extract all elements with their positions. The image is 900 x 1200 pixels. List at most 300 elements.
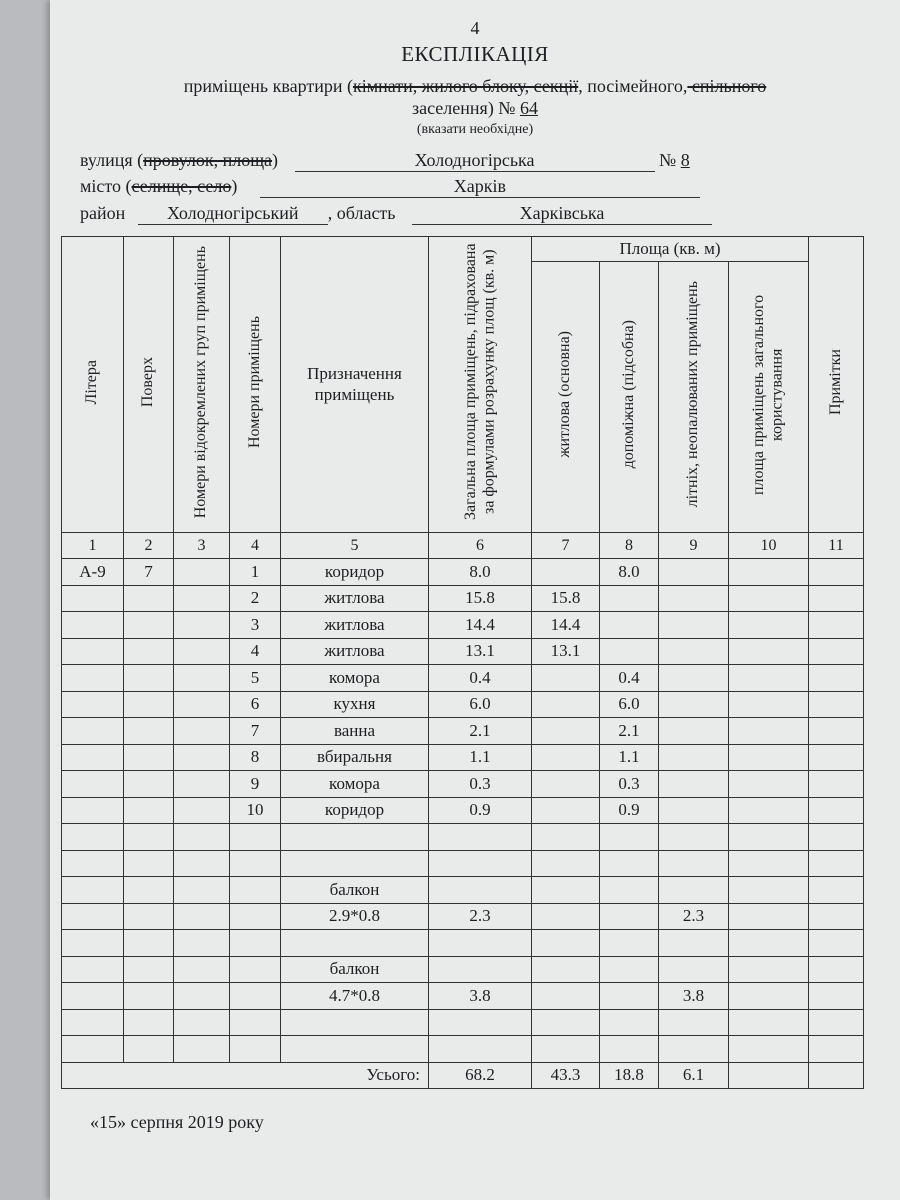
cell-total-area: 2.3 [429,903,532,930]
district-value: Холодногірський [138,203,328,225]
cell-floor [124,983,174,1010]
cell-notes [809,612,864,639]
cell-purpose: 4.7*0.8 [281,983,429,1010]
total-common [729,1062,809,1089]
cell-living-area [532,877,600,904]
cell-litera [62,744,124,771]
region-value: Харківська [412,203,712,225]
header-text: Примітки [826,348,844,415]
table-row [62,850,864,877]
col-header-total-area [429,237,532,533]
cell-notes [809,718,864,745]
cell-common-area [729,718,809,745]
table-row [62,877,864,904]
cell-common-area [729,638,809,665]
cell-common-area [729,585,809,612]
col-header-notes [809,237,864,533]
cell-auxiliary-area: 8.0 [600,559,659,586]
cell-living-area [532,744,600,771]
cell-total-area: 15.8 [429,585,532,612]
cell-notes [809,585,864,612]
house-number: 8 [680,150,690,170]
column-number-row [62,533,864,559]
cell-purpose [281,930,429,957]
cell-living-area [532,665,600,692]
struck-text: кімнати, жилого блоку, секції [352,76,579,96]
column-number: 1 [62,533,124,559]
header-text: Літера [83,359,101,405]
street-line [80,150,690,172]
cell-living-area [532,718,600,745]
subtitle-line-2 [50,98,900,119]
cell-purpose: кухня [281,691,429,718]
cell-group [174,1009,230,1036]
cell-notes [809,691,864,718]
district-label: район [80,203,126,223]
cell-auxiliary-area [600,983,659,1010]
cell-common-area [729,983,809,1010]
cell-group [174,665,230,692]
cell-living-area [532,983,600,1010]
table-row [62,718,864,745]
cell-common-area [729,903,809,930]
cell-litera [62,930,124,957]
header-text: Загальна площа приміщень, підрахована за формулами розрахунку площ (кв. м) [461,243,497,521]
cell-litera [62,824,124,851]
header-text: Номери приміщень [245,315,263,448]
region-label: , область [327,203,396,223]
col-header-summer [659,262,729,533]
cell-auxiliary-area [600,585,659,612]
cell-litera [62,771,124,798]
total-row [62,1062,864,1089]
cell-litera [62,718,124,745]
cell-floor [124,744,174,771]
cell-floor [124,956,174,983]
cell-room-number: 8 [230,744,281,771]
cell-auxiliary-area: 6.0 [600,691,659,718]
header-row [62,237,864,262]
cell-group [174,612,230,639]
cell-group [174,718,230,745]
cell-group [174,559,230,586]
cell-notes [809,930,864,957]
table-row [62,585,864,612]
table-row [62,612,864,639]
cell-living-area [532,903,600,930]
cell-purpose: балкон [281,956,429,983]
column-number: 10 [729,533,809,559]
table-row [62,903,864,930]
street-label: вулиця ( [80,150,144,170]
cell-summer-area [659,930,729,957]
cell-auxiliary-area: 1.1 [600,744,659,771]
cell-purpose [281,1009,429,1036]
cell-room-number [230,824,281,851]
column-number: 9 [659,533,729,559]
cell-floor [124,638,174,665]
cell-living-area [532,797,600,824]
cell-group [174,824,230,851]
cell-floor [124,850,174,877]
cell-room-number: 2 [230,585,281,612]
cell-group [174,638,230,665]
cell-purpose: 2.9*0.8 [281,903,429,930]
cell-total-area: 0.9 [429,797,532,824]
city-value: Харків [260,176,700,198]
page-number: 4 [470,18,480,38]
cell-total-area: 6.0 [429,691,532,718]
cell-notes [809,850,864,877]
cell-common-area [729,1036,809,1063]
column-number: 3 [174,533,230,559]
cell-auxiliary-area: 0.9 [600,797,659,824]
cell-group [174,744,230,771]
header-text: площа приміщень загального користування [750,294,786,495]
cell-purpose: житлова [281,612,429,639]
cell-group [174,850,230,877]
cell-notes [809,1009,864,1036]
column-number: 11 [809,533,864,559]
cell-group [174,983,230,1010]
cell-purpose: коридор [281,797,429,824]
document-date: «15» серпня 2019 року [90,1112,264,1132]
col-header-common [729,262,809,533]
cell-litera [62,797,124,824]
cell-group [174,771,230,798]
cell-total-area [429,1009,532,1036]
cell-summer-area [659,585,729,612]
column-number: 8 [600,533,659,559]
explication-table [61,236,864,1089]
cell-room-number: 9 [230,771,281,798]
cell-common-area [729,824,809,851]
cell-group [174,930,230,957]
cell-litera [62,691,124,718]
house-label: № [659,150,681,170]
cell-summer-area [659,638,729,665]
cell-total-area: 14.4 [429,612,532,639]
cell-litera [62,983,124,1010]
cell-auxiliary-area [600,1036,659,1063]
column-number: 2 [124,533,174,559]
cell-floor [124,930,174,957]
cell-purpose: житлова [281,638,429,665]
street-value: Холодногірська [295,150,655,172]
cell-total-area [429,930,532,957]
cell-purpose [281,1036,429,1063]
cell-summer-area [659,612,729,639]
header-text: допоміжна (підсобна) [619,320,637,469]
cell-litera [62,612,124,639]
cell-common-area [729,612,809,639]
cell-total-area: 8.0 [429,559,532,586]
cell-summer-area [659,718,729,745]
column-number: 5 [281,533,429,559]
cell-total-area: 2.1 [429,718,532,745]
cell-common-area [729,559,809,586]
cell-purpose: балкон [281,877,429,904]
cell-litera: А-9 [62,559,124,586]
subtitle-text: , посімейного, [578,76,688,96]
cell-auxiliary-area [600,612,659,639]
table-row [62,930,864,957]
col-header-litera [62,237,124,533]
cell-summer-area [659,691,729,718]
cell-floor [124,612,174,639]
struck-text: спільного [687,76,767,96]
cell-living-area [532,850,600,877]
cell-living-area [532,1009,600,1036]
total-label: Усього: [62,1062,429,1089]
cell-floor [124,585,174,612]
cell-litera [62,585,124,612]
table-row [62,771,864,798]
cell-notes [809,744,864,771]
cell-room-number [230,903,281,930]
table-row [62,559,864,586]
total-auxiliary: 18.8 [600,1062,659,1089]
cell-total-area [429,1036,532,1063]
city-label: місто ( [80,176,132,196]
cell-common-area [729,930,809,957]
cell-room-number [230,1036,281,1063]
header-text: Поверх [139,356,157,408]
cell-room-number [230,983,281,1010]
cell-litera [62,956,124,983]
cell-room-number [230,877,281,904]
cell-purpose [281,850,429,877]
struck-text: провулок, площа [143,150,273,170]
cell-notes [809,903,864,930]
cell-group [174,585,230,612]
cell-room-number [230,930,281,957]
table-row [62,665,864,692]
document-title: ЕКСПЛІКАЦІЯ [401,42,549,66]
cell-litera [62,665,124,692]
cell-floor [124,771,174,798]
subtitle-text: заселення) № [412,98,520,118]
cell-common-area [729,956,809,983]
cell-notes [809,877,864,904]
col-header-purpose [281,237,429,533]
col-header-living [532,262,600,533]
cell-common-area [729,665,809,692]
cell-floor [124,797,174,824]
cell-notes [809,638,864,665]
cell-living-area: 13.1 [532,638,600,665]
header-text: житлова (основна) [556,331,574,458]
col-header-groups [174,237,230,533]
table-row [62,744,864,771]
cell-floor: 7 [124,559,174,586]
cell-living-area [532,956,600,983]
cell-common-area [729,1009,809,1036]
subtitle-text: приміщень квартири ( [183,76,353,96]
column-number: 4 [230,533,281,559]
cell-summer-area [659,797,729,824]
cell-purpose: коридор [281,559,429,586]
column-number: 6 [429,533,532,559]
cell-auxiliary-area [600,903,659,930]
city-label: ) [231,176,238,196]
cell-floor [124,665,174,692]
cell-room-number [230,956,281,983]
cell-floor [124,903,174,930]
cell-summer-area [659,665,729,692]
cell-summer-area [659,877,729,904]
cell-total-area [429,824,532,851]
col-header-area-group: Площа (кв. м) [532,237,809,262]
cell-auxiliary-area [600,1009,659,1036]
table-row [62,956,864,983]
cell-litera [62,1036,124,1063]
cell-summer-area [659,1009,729,1036]
table-row [62,1009,864,1036]
cell-common-area [729,771,809,798]
cell-notes [809,1036,864,1063]
cell-common-area [729,797,809,824]
cell-total-area [429,956,532,983]
total-living: 43.3 [532,1062,600,1089]
cell-total-area: 0.3 [429,771,532,798]
col-header-auxiliary [600,262,659,533]
cell-living-area [532,691,600,718]
cell-litera [62,903,124,930]
cell-room-number: 5 [230,665,281,692]
cell-auxiliary-area [600,638,659,665]
total-area: 68.2 [429,1062,532,1089]
cell-purpose: ванна [281,718,429,745]
cell-auxiliary-area: 0.3 [600,771,659,798]
cell-total-area: 3.8 [429,983,532,1010]
cell-total-area: 0.4 [429,665,532,692]
cell-purpose [281,824,429,851]
total-summer: 6.1 [659,1062,729,1089]
column-number: 7 [532,533,600,559]
cell-auxiliary-area [600,956,659,983]
subtitle-note: (вказати необхідне) [416,122,534,137]
cell-auxiliary-area: 2.1 [600,718,659,745]
cell-notes [809,983,864,1010]
col-header-floor [124,237,174,533]
cell-purpose: комора [281,771,429,798]
cell-auxiliary-area [600,850,659,877]
cell-notes [809,771,864,798]
cell-living-area [532,1036,600,1063]
cell-room-number: 4 [230,638,281,665]
cell-litera [62,877,124,904]
cell-room-number: 7 [230,718,281,745]
district-line [80,203,712,225]
cell-litera [62,638,124,665]
total-notes [809,1062,864,1089]
cell-summer-area [659,559,729,586]
cell-group [174,877,230,904]
street-label: ) [272,150,279,170]
cell-common-area [729,850,809,877]
header-text: Призначення приміщень [307,364,402,404]
cell-notes [809,797,864,824]
cell-floor [124,877,174,904]
cell-litera [62,850,124,877]
cell-living-area [532,824,600,851]
apartment-number: 64 [519,98,538,118]
cell-litera [62,1009,124,1036]
table-body [62,559,864,1063]
cell-auxiliary-area [600,930,659,957]
table-row [62,824,864,851]
cell-purpose: комора [281,665,429,692]
cell-room-number [230,850,281,877]
cell-purpose: вбиральня [281,744,429,771]
table-row [62,691,864,718]
cell-living-area: 15.8 [532,585,600,612]
cell-summer-area: 2.3 [659,903,729,930]
cell-group [174,903,230,930]
cell-group [174,797,230,824]
struck-text: селище, село [131,176,232,196]
subtitle-line-1 [50,76,900,97]
cell-group [174,956,230,983]
cell-living-area: 14.4 [532,612,600,639]
cell-room-number: 1 [230,559,281,586]
cell-purpose: житлова [281,585,429,612]
cell-summer-area [659,850,729,877]
table-row [62,797,864,824]
cell-room-number: 10 [230,797,281,824]
cell-total-area [429,850,532,877]
cell-group [174,691,230,718]
cell-common-area [729,744,809,771]
table-row [62,638,864,665]
cell-total-area: 13.1 [429,638,532,665]
cell-floor [124,691,174,718]
cell-floor [124,1036,174,1063]
cell-total-area: 1.1 [429,744,532,771]
cell-floor [124,1009,174,1036]
cell-living-area [532,559,600,586]
cell-notes [809,559,864,586]
cell-summer-area [659,771,729,798]
cell-total-area [429,877,532,904]
cell-notes [809,956,864,983]
cell-living-area [532,771,600,798]
document-page [50,0,900,1200]
cell-group [174,1036,230,1063]
cell-notes [809,824,864,851]
cell-room-number: 6 [230,691,281,718]
cell-auxiliary-area [600,877,659,904]
cell-summer-area [659,824,729,851]
city-line [80,176,700,198]
cell-living-area [532,930,600,957]
cell-summer-area [659,744,729,771]
cell-room-number [230,1009,281,1036]
cell-common-area [729,877,809,904]
cell-summer-area [659,956,729,983]
cell-room-number: 3 [230,612,281,639]
cell-summer-area: 3.8 [659,983,729,1010]
header-text: літніх, неопалюваних приміщень [684,281,702,508]
cell-common-area [729,691,809,718]
cell-summer-area [659,1036,729,1063]
cell-notes [809,665,864,692]
table-row [62,1036,864,1063]
header-text: Номери відокремлених груп приміщень [192,245,210,519]
table-row [62,983,864,1010]
col-header-room-numbers [230,237,281,533]
